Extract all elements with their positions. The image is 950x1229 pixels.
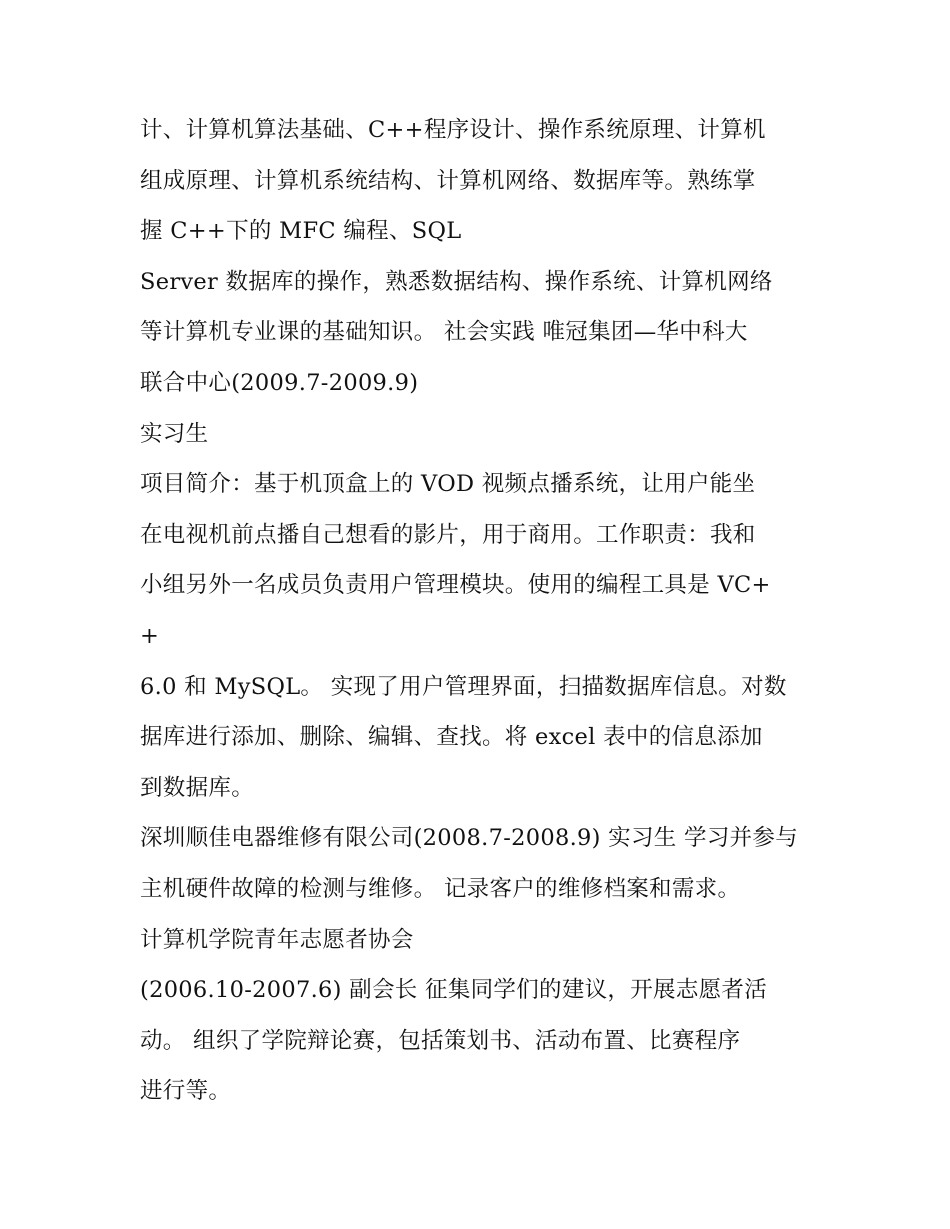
text-line: 据库进行添加、删除、编辑、查找。将 excel 表中的信息添加 [140,724,763,751]
text-line: 组成原理、计算机系统结构、计算机网络、数据库等。熟练掌 [140,167,756,194]
text-line: 计、计算机算法基础、C++程序设计、操作系统原理、计算机 [140,117,766,143]
text-line: 动。 组织了学院辩论赛，包括策划书、活动布置、比赛程序 [140,1027,741,1054]
text-line: 在电视机前点播自己想看的影片，用于商用。工作职责：我和 [140,521,756,548]
text-line: + [140,622,160,649]
text-line: 小组另外一名成员负责用户管理模块。使用的编程工具是 VC+ [140,572,771,599]
text-line: (2006.10-2007.6) 副会长 征集同学们的建议，开展志愿者活 [140,977,768,1004]
text-line: 项目简介：基于机顶盒上的 VOD 视频点播系统，让用户能坐 [140,471,756,498]
text-line: 实习生 [140,420,209,447]
text-line: 计算机学院青年志愿者协会 [140,926,414,953]
text-line: 主机硬件故障的检测与维修。 记录客户的维修档案和需求。 [140,875,741,902]
text-line: Server 数据库的操作，熟悉数据结构、操作系统、计算机网络 [140,268,773,295]
document-body [140,105,820,1117]
text-line: 联合中心(2009.7-2009.9) [140,369,419,396]
text-line: 进行等。 [140,1078,232,1105]
text-line: 到数据库。 [140,774,255,801]
text-line: 深圳顺佳电器维修有限公司(2008.7-2008.9) 实习生 学习并参与 [140,825,799,852]
text-line: 等计算机专业课的基础知识。 社会实践 唯冠集团—华中科大 [140,319,748,346]
text-line: 握 C++下的 MFC 编程、SQL [140,218,462,245]
text-line: 6.0 和 MySQL。 实现了用户管理界面，扫描数据库信息。对数 [140,673,787,700]
